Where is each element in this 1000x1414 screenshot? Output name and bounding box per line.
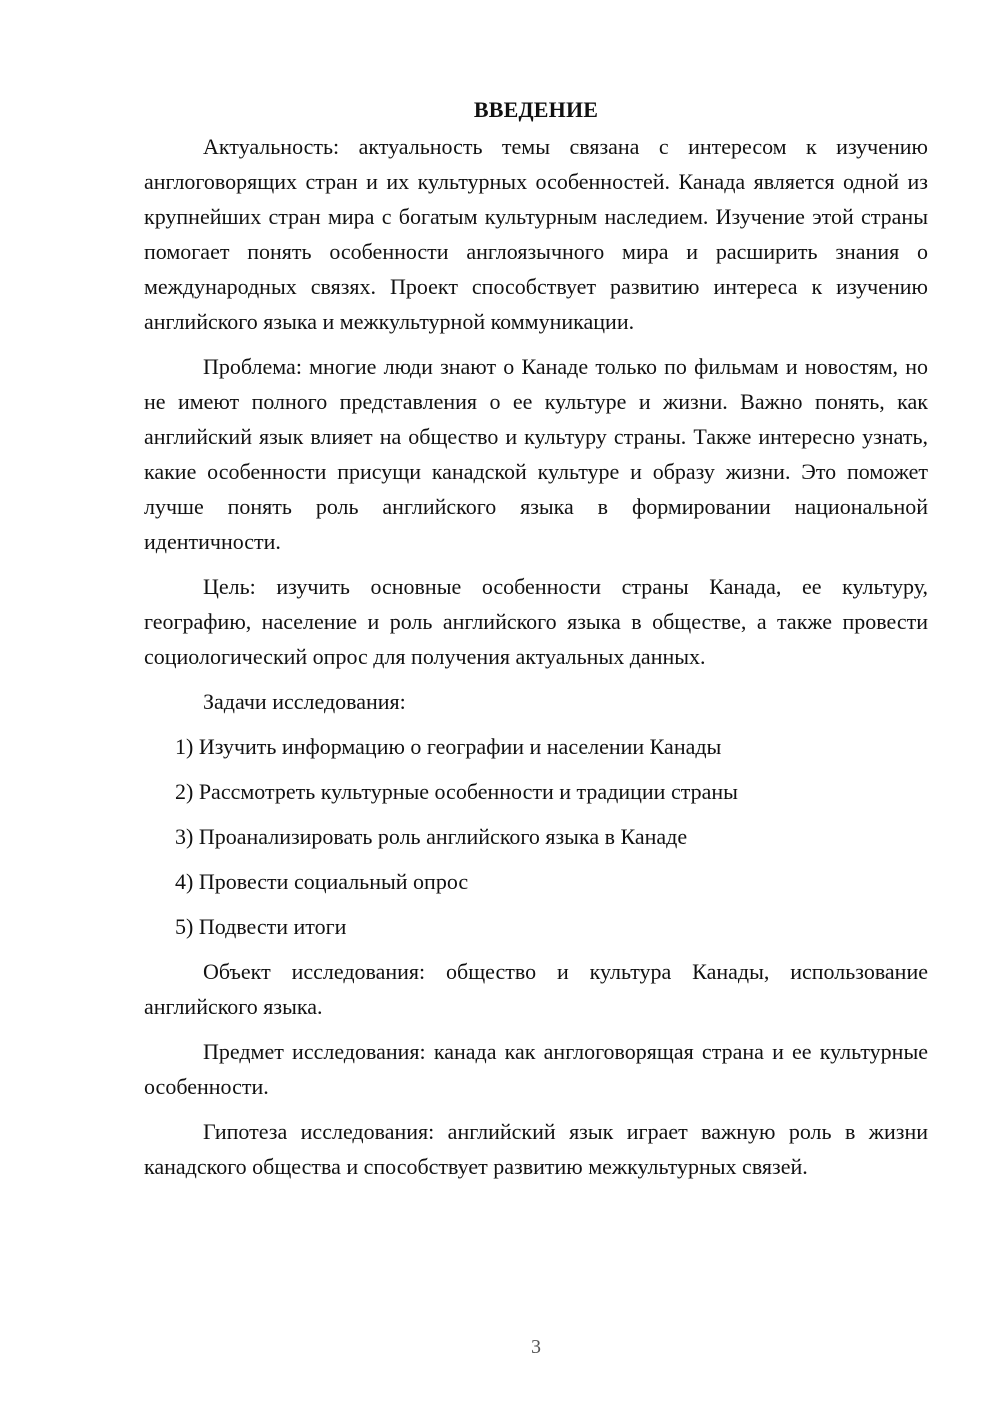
tasks-heading: Задачи исследования:	[203, 689, 406, 714]
paragraph-goal: Цель: изучить основные особенности страны Канада, ее культуру, географию, население и роль английского языка в обществе, а также провести социологический опрос для получения актуальных данных.	[144, 574, 928, 669]
section-title: ВВЕДЕНИЕ	[473, 97, 599, 122]
task-item: 2) Рассмотреть культурные особенности и традиции страны	[175, 779, 738, 804]
paragraph-problem: Проблема: многие люди знают о Канаде только по фильмам и новостям, но не имеют полного представления о ее культуре и жизни. Важно понять, как английский язык влияет на общество и культуру страны. Также интересно узнать, какие особенности присущи канадской культуре и образу жизни. Это поможет лучше понять роль английского языка в формировании национальной идентичности.	[144, 354, 928, 554]
paragraph-subject: Предмет исследования: канада как англоговорящая страна и ее культурные особенности.	[144, 1039, 928, 1099]
task-item: 4) Провести социальный опрос	[175, 869, 469, 894]
paragraph-object: Объект исследования: общество и культура Канады, использование английского языка.	[144, 959, 928, 1019]
task-item: 3) Проанализировать роль английского языка в Канаде	[175, 824, 688, 849]
tasks-list	[144, 729, 928, 944]
paragraph-hypothesis: Гипотеза исследования: английский язык играет важную роль в жизни канадского общества и способствует развитию межкультурных связей.	[144, 1119, 928, 1179]
task-item: 5) Подвести итоги	[175, 914, 347, 939]
page-number: 3	[531, 1336, 541, 1358]
paragraph-relevance: Актуальность: актуальность темы связана с интересом к изучению англоговорящих стран и их культурных особенностей. Канада является одной из крупнейших стран мира с богатым культурным наследием. Изучение этой страны помогает понять особенности англоязычного мира и расширить знания о международных связях. Проект способствует развитию интереса к изучению английского языка и межкультурной коммуникации.	[144, 134, 928, 334]
page-content	[144, 92, 928, 1194]
task-item: 1) Изучить информацию о географии и населении Канады	[175, 734, 722, 759]
